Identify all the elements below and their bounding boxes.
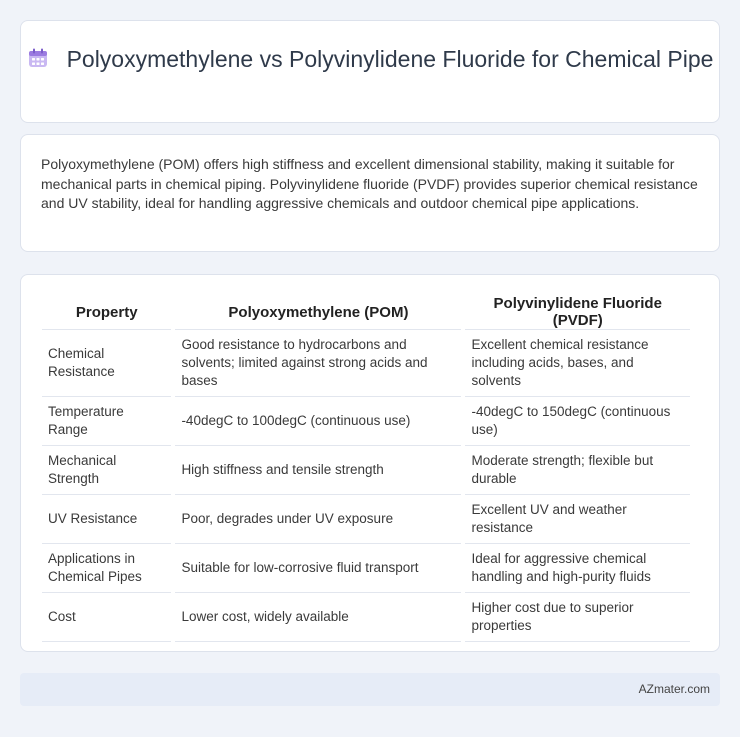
table-cell-property: Temperature Range bbox=[42, 397, 171, 446]
table-row bbox=[42, 593, 690, 642]
table-header-row bbox=[42, 295, 690, 329]
table-cell-pvdf: Excellent UV and weather resistance bbox=[465, 495, 690, 544]
footer-bar bbox=[20, 673, 720, 706]
table-cell-pvdf: Ideal for aggressive chemical handling and high-purity fluids bbox=[465, 544, 690, 593]
intro-text: Polyoxymethylene (POM) offers high stiffness and excellent dimensional stability, making it suitable for mechanical parts in chemical piping. Polyvinylidene fluoride (PVDF) provides superior chemical resistance and UV stability, ideal for handling aggressive chemicals and outdoor chemical pipe applications. bbox=[41, 156, 698, 211]
table-cell-pvdf: Moderate strength; flexible but durable bbox=[465, 446, 690, 495]
table-cell-pvdf: -40degC to 150degC (continuous use) bbox=[465, 397, 690, 446]
table-row bbox=[42, 329, 690, 397]
table-cell-property: Chemical Resistance bbox=[42, 329, 171, 397]
intro-card bbox=[20, 134, 720, 252]
table-cell-pom: Poor, degrades under UV exposure bbox=[175, 495, 461, 544]
column-header-property: Property bbox=[75, 303, 138, 321]
table-cell-pom: Good resistance to hydrocarbons and solvents; limited against strong acids and bases bbox=[175, 329, 461, 397]
comparison-table bbox=[38, 295, 694, 642]
table-cell-pom: High stiffness and tensile strength bbox=[175, 446, 461, 495]
calendar-icon bbox=[27, 47, 49, 69]
table-cell-property: Mechanical Strength bbox=[42, 446, 171, 495]
column-header-pom: Polyoxymethylene (POM) bbox=[228, 303, 409, 321]
table-row bbox=[42, 446, 690, 495]
table-cell-pom: -40degC to 100degC (continuous use) bbox=[175, 397, 461, 446]
table-cell-pom: Lower cost, widely available bbox=[175, 593, 461, 642]
footer-brand[interactable]: AZmater.com bbox=[638, 682, 710, 696]
table-row bbox=[42, 495, 690, 544]
comparison-card bbox=[20, 274, 720, 652]
table-cell-pom: Suitable for low-corrosive fluid transport bbox=[175, 544, 461, 593]
table-cell-property: UV Resistance bbox=[42, 495, 171, 544]
table-cell-property: Cost bbox=[42, 593, 171, 642]
table-cell-property: Applications in Chemical Pipes bbox=[42, 544, 171, 593]
page-title: Polyoxymethylene vs Polyvinylidene Fluoride for Chemical Pipe bbox=[66, 46, 714, 72]
title-card bbox=[20, 20, 720, 123]
column-header-pvdf: Polyvinylidene Fluoride (PVDF) bbox=[493, 295, 662, 329]
title-wrap bbox=[21, 44, 719, 74]
table-cell-pvdf: Higher cost due to superior properties bbox=[465, 593, 690, 642]
table-row bbox=[42, 544, 690, 593]
table-cell-pvdf: Excellent chemical resistance including acids, bases, and solvents bbox=[465, 329, 690, 397]
table-row bbox=[42, 397, 690, 446]
